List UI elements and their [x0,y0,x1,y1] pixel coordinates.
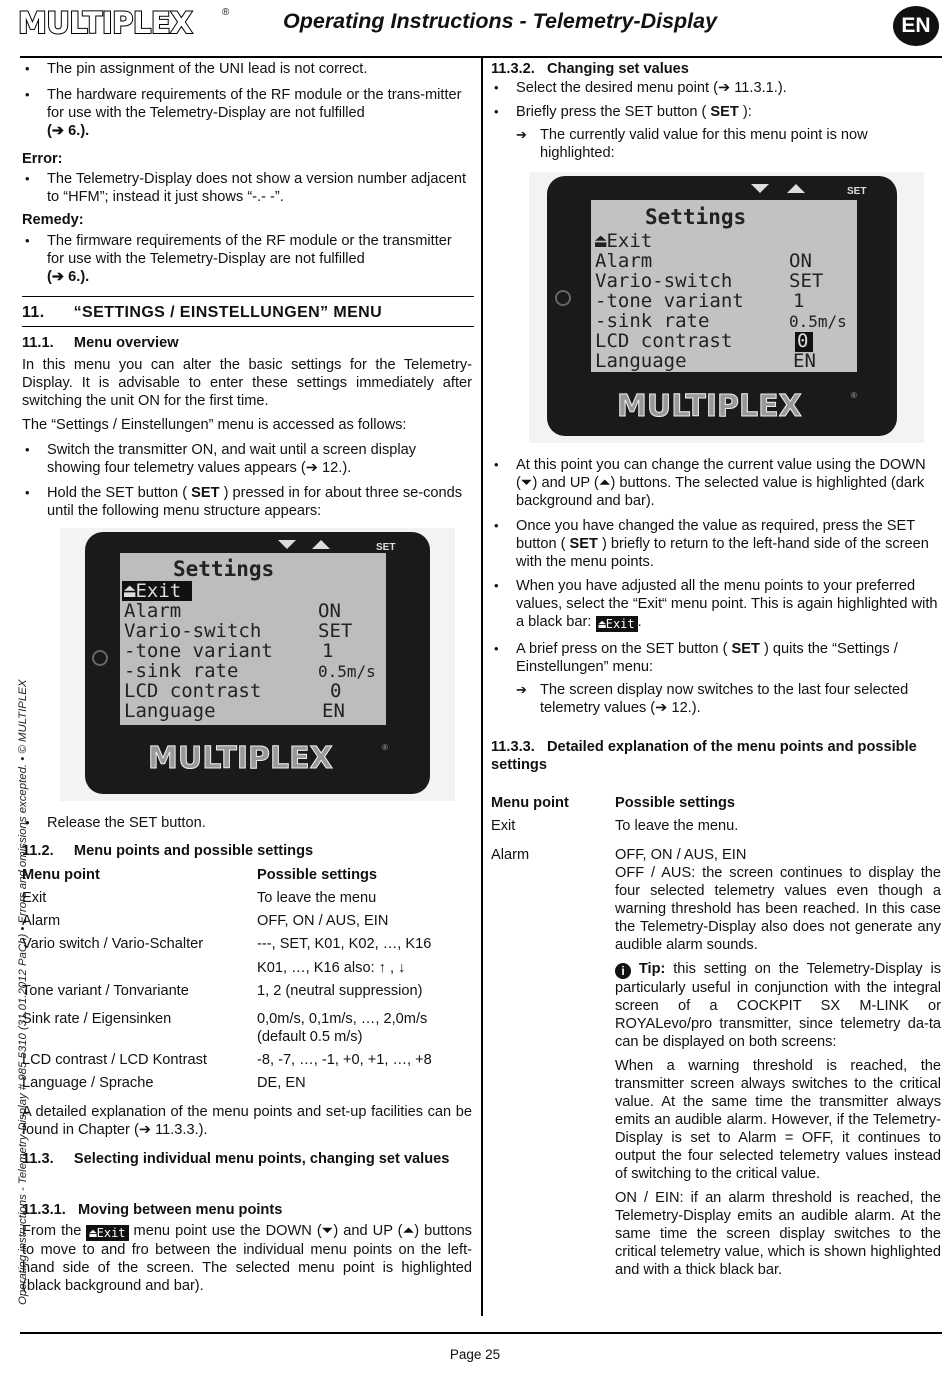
table-header-settings: Possible settings [615,795,736,811]
set-keyword: SET [569,536,598,552]
error-label: Error: [22,151,63,167]
lcd-menu-language: Language [124,700,216,722]
section-rule [22,296,474,297]
alarm-off-text: OFF / AUS: the screen continues to display the four selected telemetry values even though a warning threshold has been reached. In this case the Telemetry-Display also does not generate any audible alarm sounds. [615,865,941,953]
bullet-firmware [22,232,472,286]
lcd-value-contrast: 0 [797,330,809,352]
bullet-text: The firmware requirements of the RF module or the transmitter for use with the Telemetry-Display are not fulfilled [47,233,452,267]
alarm-warning-text: When a warning threshold is reached, the transmitter screen always switches to the critical value. At the same time the transmitter always emits an audible alarm. However, if the Telemetry-Display is set to Alarm = OFF, it continues to output the four selected telemetry values instead of switching to the critical value. [615,1058,941,1182]
lcd-menu-tone: -tone variant [595,290,744,312]
bullet-text: At this point you can change the current value using the DOWN (⏷) and UP (⏶) buttons. The selected value is highlighted (dark background and bar). [516,457,926,509]
device-brand: MULTIPLEX [148,741,333,776]
alarm-options: OFF, ON / AUS, EIN [615,847,747,863]
bullet-text: Briefly press the SET button ( [516,104,711,120]
bullet-release-set [22,814,472,832]
bullet-text: The pin assignment of the UNI lead is not correct. [47,61,368,77]
paragraph-text: menu point use the DOWN (⏷) and UP (⏶) buttons to move to and fro between the individual menu points on the left-hand side of the screen. The selected menu point is highlighted (black background and bar). [22,1223,472,1294]
table-cell-value: DE, EN [257,1075,306,1091]
lcd-value-alarm: ON [789,250,812,272]
lcd-menu-language: Language [595,350,687,372]
multiplex-logo [18,8,228,38]
bullet-text: ): [738,104,752,120]
arrow-screen-switch [491,681,943,717]
set-label: SET [847,186,867,197]
table-header-settings: Possible settings [257,867,378,883]
lcd-menu-vario: Vario-switch [124,620,262,642]
set-keyword: SET [191,485,220,501]
bullet-text: When you have adjusted all the menu points to your preferred values, select the “Exit“ menu point. This is again highlighted with a black bar: [516,578,938,630]
table-header-menu-point: Menu point [22,867,100,883]
bullet-return [491,517,943,571]
lcd-value-tone: 1 [322,640,334,662]
lcd-menu-vario: Vario-switch [595,270,733,292]
table-cell-key: Sink rate / Eigensinken [22,1011,172,1027]
tip-label: Tip: [638,961,666,977]
device-brand-mark: ® [382,743,388,752]
column-divider [481,56,483,1316]
language-badge: EN [893,6,939,46]
lcd-value-sink: 0.5m/s [789,312,847,331]
table-cell-value: 0,0m/s, 0,1m/s, …, 2,0m/s (default 0.5 m/s) [257,1011,428,1045]
paragraph-access: The “Settings / Einstellungen” menu is accessed as follows: [22,417,407,433]
remedy-label: Remedy: [22,212,84,228]
table-cell-key: Alarm [22,913,61,929]
bullet-quit-menu [491,640,943,676]
bullet-hold-set [22,484,472,520]
section-11-3-heading: 11.3. Selecting individual menu points, changing set values [22,1151,450,1167]
arrow-text: The screen display now switches to the last four selected telemetry values (➔ 12.). [540,682,909,716]
table-cell-key: Alarm [491,847,530,863]
table-cell-value: ---, SET, K01, K02, …, K16 [257,936,432,952]
table-cell-key: Exit [22,890,47,906]
tip-paragraph [615,960,941,1051]
table-header-menu-point: Menu point [491,795,569,811]
lcd-value-contrast: 0 [330,680,342,702]
table-cell-value: K01, …, K16 also: ↑ , ↓ [257,960,406,976]
bullet-text: ) pressed in for about three se-conds until the following menu structure appears: [47,485,463,519]
page-number: Page 25 [449,1347,501,1362]
device-drawing [60,528,455,801]
lcd-value-vario: SET [318,620,353,642]
paragraph-detail-ref: A detailed explanation of the menu points and set-up facilities can be found in Chapter (➔ 11.3.3.). [22,1104,472,1138]
table-cell-value: OFF, ON / AUS, EIN [257,913,389,929]
paragraph-overview: In this menu you can alter the basic settings for the Telemetry-Display. It is advisable to enter these settings immediately after switching the unit ON for the first time. [22,357,472,409]
lcd-value-sink: 0.5m/s [318,662,376,681]
lcd-value-alarm: ON [318,600,341,622]
table-cell-key: Vario switch / Vario-Schalter [22,936,204,952]
bullet-text: ) briefly to return to the left-hand side of the screen with the menu points. [516,536,929,570]
lcd-menu-exit: ⏏Exit [595,230,653,252]
paragraph-moving [22,1222,472,1295]
lcd-menu-contrast: LCD contrast [124,680,262,702]
table-cell-value: To leave the menu. [615,818,739,834]
bullet-pin-assignment [22,60,472,78]
table-cell-key: Language / Sprache [22,1075,154,1091]
section-11-3-3-heading: 11.3.3. Detailed explanation of the menu points and possible settings [491,739,921,773]
lcd-menu-tone: -tone variant [124,640,273,662]
table-cell-key: LCD contrast / LCD Kontrast [22,1052,207,1068]
set-keyword: SET [710,104,739,120]
paragraph-text: From the [22,1223,87,1239]
lcd-menu-sink: -sink rate [595,310,710,332]
section-11-heading: 11. “SETTINGS / EINSTELLUNGEN” MENU [22,304,383,321]
bullet-text: ) quits the “Settings / Einstellungen” menu: [516,641,898,675]
lcd-menu-sink: -sink rate [124,660,239,682]
bullet-version [22,170,472,206]
chapter-ref: (➔ 6.). [47,123,90,139]
bullet-text: The Telemetry-Display does not show a version number adjacent to “HFM”; instead it just shows “-.- -”. [47,171,467,205]
exit-highlight-icon: ⏏Exit [596,616,638,632]
device-drawing [529,172,924,443]
bullet-text: Release the SET button. [47,815,206,831]
footer-rule [20,1332,942,1334]
device-brand: MULTIPLEX [617,389,802,424]
logo-text: MULTIPLEX [18,6,193,40]
device-screenshot-menu [60,528,455,801]
set-keyword: SET [731,641,760,657]
device-brand-mark: ® [851,391,857,400]
lcd-value-language: EN [793,350,816,372]
bullet-switch-on [22,441,472,477]
bullet-text: Once you have changed the value as required, press the SET button ( [516,518,915,552]
lcd-title: Settings [173,557,275,581]
bullet-text: The hardware requirements of the RF module or the trans-mitter for use with the Telemetry-Display are not fulfilled [47,87,462,121]
chapter-ref: (➔ 6.). [47,269,90,285]
lcd-menu-alarm: Alarm [124,600,182,622]
arrow-icon: ➔ [516,682,527,697]
bullet-text: A brief press on the SET button ( [516,641,732,657]
device-screenshot-value [529,172,924,443]
bullet-text: Hold the SET button ( [47,485,192,501]
bullet-select-point [491,79,943,97]
table-cell-key: Tone variant / Tonvariante [22,983,189,999]
lcd-value-tone: 1 [793,290,805,312]
registered-mark: ® [222,7,230,18]
lcd-menu-exit: ⏏Exit [124,580,182,602]
lcd-menu-alarm: Alarm [595,250,653,272]
table-cell-value: -8, -7, …, -1, +0, +1, …, +8 [257,1052,432,1068]
alarm-on-text: ON / EIN: if an alarm threshold is reached, the Telemetry-Display emits an audible alarm. At the same time the screen display switches to the critical telemetry value, which is shown highlighted and with a thick black bar. [615,1190,941,1278]
lcd-title: Settings [645,205,747,229]
arrow-current-value [491,126,943,162]
side-note: Operating instructions - Telemetry-Display # 985 5310 (31.01.2012 PaCh) • Errors and omissions excepted. • © MULTIPLEX [17,679,29,1305]
bullet-select-exit: • When you have adjusted all the menu points to your preferred values, select the “Exit“ menu point. This is again highlighted with a black bar: ⏏Exit . [491,577,943,632]
tip-text: this setting on the Telemetry-Display is particularly useful in conjunction with the integral screen of a COCKPIT SX M-LINK or ROYALevo/pro transmitter, since telemetry da-ta can be displayed on both screens: [615,961,942,1050]
section-11-3-1-heading: 11.3.1. Moving between menu points [22,1202,283,1218]
bullet-change-value [491,456,943,510]
section-rule [22,326,474,327]
section-11-1-heading: 11.1. Menu overview [22,335,179,351]
arrow-text: The currently valid value for this menu point is now highlighted: [540,127,868,161]
lcd-menu-contrast: LCD contrast [595,330,733,352]
bullet-press-set [491,103,943,121]
table-cell-key: Exit [491,818,516,834]
arrow-icon: ➔ [516,127,527,142]
section-11-2-heading: 11.2. Menu points and possible settings [22,843,314,859]
bullet-text: Select the desired menu point (➔ 11.3.1.). [516,80,787,96]
alarm-description [615,846,941,1279]
exit-highlight-icon: ⏏Exit [86,1225,128,1241]
info-icon: i [615,963,631,979]
page-title: Operating Instructions - Telemetry-Display [283,9,718,33]
bullet-hardware [22,86,472,140]
bullet-text: Switch the transmitter ON, and wait until a screen display showing four telemetry values appears (➔ 12.). [47,442,417,476]
set-label: SET [376,542,396,553]
section-11-3-2-heading: 11.3.2. Changing set values [491,61,689,77]
table-cell-value: To leave the menu [257,890,377,906]
lcd-value-language: EN [322,700,345,722]
table-cell-value: 1, 2 (neutral suppression) [257,983,423,999]
lcd-value-vario: SET [789,270,824,292]
